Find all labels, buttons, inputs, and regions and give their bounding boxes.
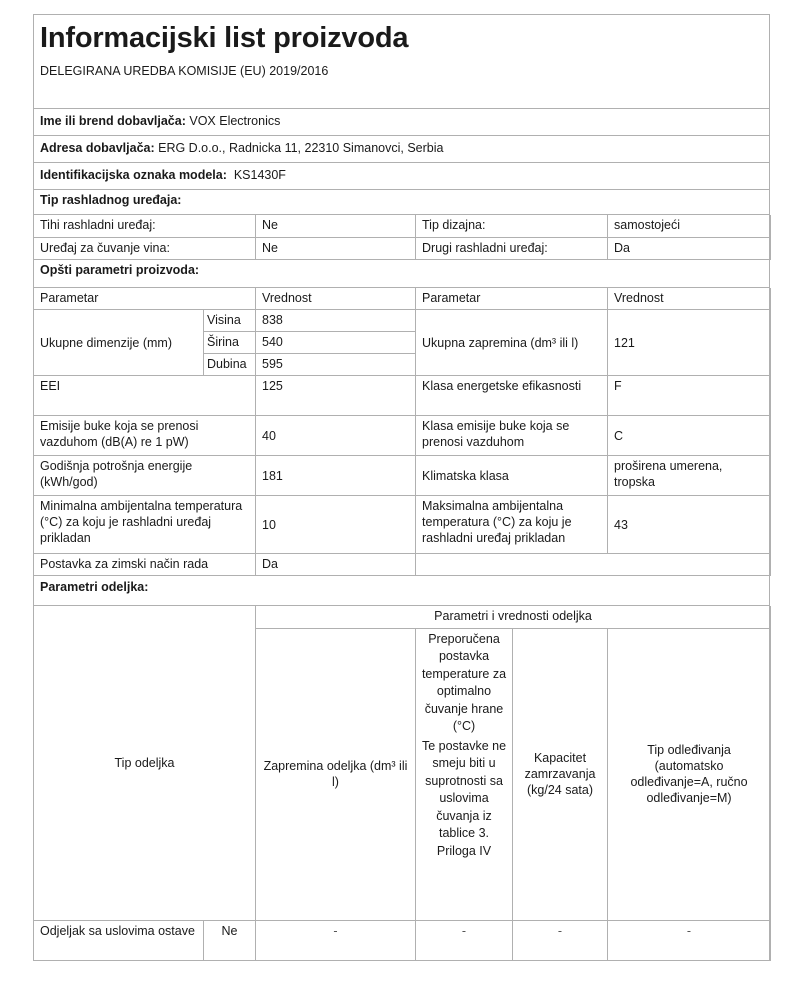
height-value: 838 bbox=[256, 310, 416, 332]
param-value: 43 bbox=[608, 496, 771, 554]
appliance-type-table bbox=[33, 215, 771, 260]
table-row bbox=[34, 416, 771, 456]
page-title: Informacijski list proizvoda bbox=[40, 22, 409, 54]
param-value: 125 bbox=[256, 376, 416, 416]
column-header-compartment-type: Tip odeljka bbox=[34, 606, 256, 920]
param-value: 40 bbox=[256, 416, 416, 456]
table-row bbox=[34, 215, 771, 237]
table-row bbox=[34, 237, 771, 259]
compartment-present: Ne bbox=[204, 920, 256, 960]
total-volume-value: 121 bbox=[608, 310, 771, 376]
table-header-row bbox=[34, 288, 771, 310]
param-label: Klasa energetske efikasnosti bbox=[416, 376, 608, 416]
param-label: Uređaj za čuvanje vina: bbox=[34, 237, 256, 259]
param-label: Postavka za zimski način rada bbox=[34, 554, 256, 576]
param-label: Maksimalna ambijentalna temperatura (°C) za koju je rashladni uređaj prikladan bbox=[416, 496, 608, 554]
model-id-row bbox=[34, 163, 769, 190]
param-label: Emisije buke koja se prenosi vazduhom (dB(A) re 1 pW) bbox=[34, 416, 256, 456]
column-header-temperature bbox=[416, 628, 513, 920]
depth-value: 595 bbox=[256, 354, 416, 376]
model-id-label: Identifikacijska oznaka modela: bbox=[40, 168, 227, 182]
supplier-brand-label: Ime ili brend dobavljača: bbox=[40, 114, 186, 128]
column-header-volume: Zapremina odeljka (dm³ ili l) bbox=[256, 628, 416, 920]
compartment-temperature: - bbox=[416, 920, 513, 960]
param-value: Ne bbox=[256, 237, 416, 259]
param-value: Ne bbox=[256, 215, 416, 237]
param-value: 10 bbox=[256, 496, 416, 554]
table-row bbox=[34, 456, 771, 496]
param-label: Minimalna ambijentalna temperatura (°C) za koju je rashladni uređaj prikladan bbox=[34, 496, 256, 554]
param-value: F bbox=[608, 376, 771, 416]
depth-label: Dubina bbox=[204, 354, 256, 376]
supplier-brand-value: VOX Electronics bbox=[189, 114, 281, 128]
supplier-address-label: Adresa dobavljača: bbox=[40, 141, 155, 155]
temperature-header-main: Preporučena postavka temperature za optimalno čuvanje hrane (°C) bbox=[421, 631, 507, 733]
compartment-type: Odjeljak sa uslovima ostave bbox=[34, 920, 204, 960]
param-label: Godišnja potrošnja energije (kWh/god) bbox=[34, 456, 256, 496]
table-row bbox=[34, 310, 771, 332]
param-value: proširena umerena, tropska bbox=[608, 456, 771, 496]
column-header: Parametar bbox=[34, 288, 256, 310]
column-group-header: Parametri i vrednosti odeljka bbox=[256, 606, 771, 628]
dimensions-label: Ukupne dimenzije (mm) bbox=[34, 310, 204, 376]
column-header: Parametar bbox=[416, 288, 608, 310]
general-params-table bbox=[33, 288, 771, 577]
width-label: Širina bbox=[204, 332, 256, 354]
param-label: Klimatska klasa bbox=[416, 456, 608, 496]
param-label: EEI bbox=[34, 376, 256, 416]
height-label: Visina bbox=[204, 310, 256, 332]
param-value: Da bbox=[256, 554, 416, 576]
empty-cell bbox=[416, 554, 771, 576]
column-header-freezing-capacity: Kapacitet zamrzavanja (kg/24 sata) bbox=[513, 628, 608, 920]
column-header-defrost-type: Tip odleđivanja (automatsko odleđivanje=A, ručno odleđivanje=M) bbox=[608, 628, 771, 920]
compartment-params-section-title: Parametri odeljka: bbox=[34, 576, 769, 606]
param-label: Drugi rashladni uređaj: bbox=[416, 237, 608, 259]
compartment-defrost-type: - bbox=[608, 920, 771, 960]
general-params-section-title: Opšti parametri proizvoda: bbox=[34, 260, 769, 288]
appliance-type-section-title: Tip rashladnog uređaja: bbox=[34, 190, 769, 215]
table-header-row bbox=[34, 606, 771, 628]
table-row bbox=[34, 376, 771, 416]
model-id-value: KS1430F bbox=[233, 168, 286, 182]
compartment-volume: - bbox=[256, 920, 416, 960]
header-block bbox=[34, 15, 769, 109]
supplier-brand-row bbox=[34, 109, 769, 136]
total-volume-label: Ukupna zapremina (dm³ ili l) bbox=[416, 310, 608, 376]
column-header: Vrednost bbox=[608, 288, 771, 310]
compartment-params-table bbox=[33, 606, 771, 961]
table-row bbox=[34, 920, 771, 960]
product-information-sheet bbox=[33, 14, 770, 961]
param-label: Tip dizajna: bbox=[416, 215, 608, 237]
compartment-freezing-capacity: - bbox=[513, 920, 608, 960]
supplier-address-value: ERG D.o.o., Radnicka 11, 22310 Simanovci, Serbia bbox=[158, 141, 444, 155]
temperature-header-note: Te postavke ne smeju biti u suprotnosti sa uslovima čuvanja iz tablice 3. Priloga IV bbox=[421, 738, 507, 858]
param-value: samostojeći bbox=[608, 215, 771, 237]
supplier-address-row bbox=[34, 136, 769, 163]
table-row bbox=[34, 496, 771, 554]
param-value: C bbox=[608, 416, 771, 456]
param-value: 181 bbox=[256, 456, 416, 496]
width-value: 540 bbox=[256, 332, 416, 354]
param-value: Da bbox=[608, 237, 771, 259]
column-header: Vrednost bbox=[256, 288, 416, 310]
param-label: Tihi rashladni uređaj: bbox=[34, 215, 256, 237]
param-label: Klasa emisije buke koja se prenosi vazduhom bbox=[416, 416, 608, 456]
table-row bbox=[34, 554, 771, 576]
regulation-subtitle: DELEGIRANA UREDBA KOMISIJE (EU) 2019/2016 bbox=[40, 64, 329, 78]
